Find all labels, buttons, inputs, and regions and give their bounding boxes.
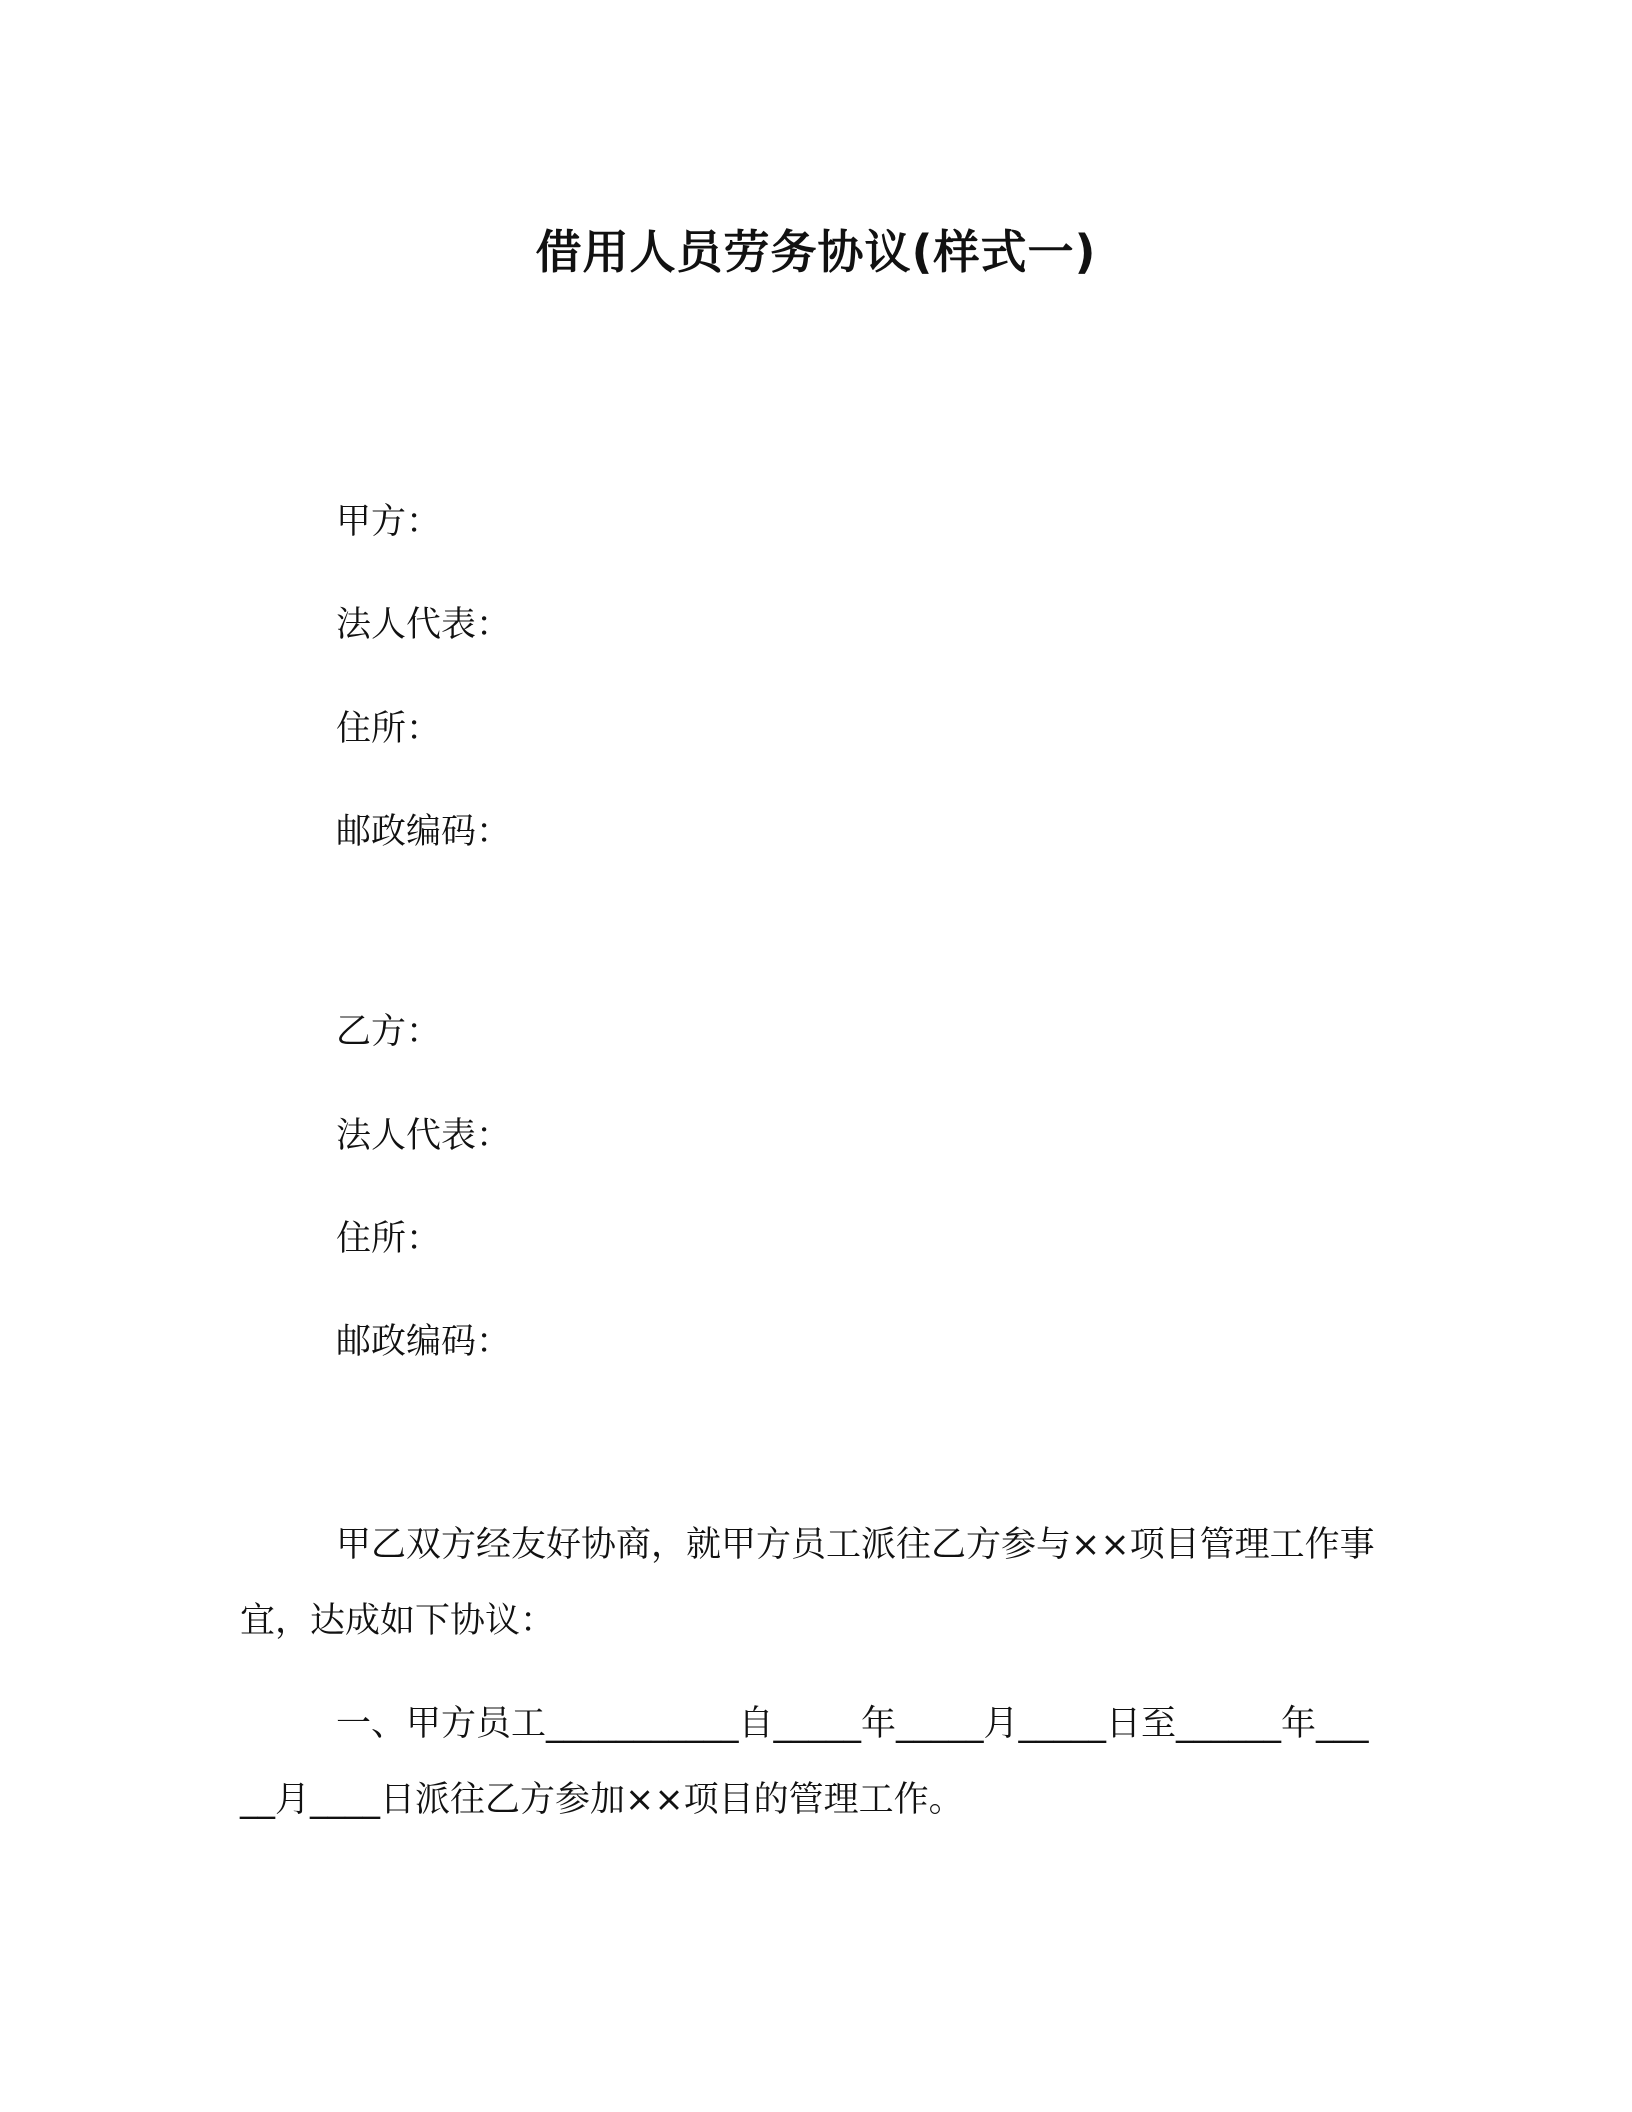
party-a-representative-label: 法人代表： [336, 605, 512, 645]
party-a-postcode-label: 邮政编码： [336, 812, 512, 852]
intro-paragraph: 甲乙双方经友好协商，就甲方员工派往乙方参与××项目管理工作事宜，达成如下协议： [240, 1525, 1375, 1641]
clause-1-paragraph: 一、甲方员工___________自_____年_____月_____日至______年_____月____日派往乙方参加××项目的管理工作。 [240, 1704, 1369, 1820]
party-b-representative-label: 法人代表： [336, 1116, 512, 1156]
party-a-address-label: 住所： [336, 709, 442, 749]
party-b-postcode-label: 邮政编码： [336, 1322, 512, 1362]
party-a-label: 甲方： [336, 502, 442, 542]
document-title: 借用人员劳务协议(样式一) [535, 225, 1097, 279]
party-b-label: 乙方： [336, 1012, 442, 1052]
party-b-address-label: 住所： [336, 1219, 442, 1259]
